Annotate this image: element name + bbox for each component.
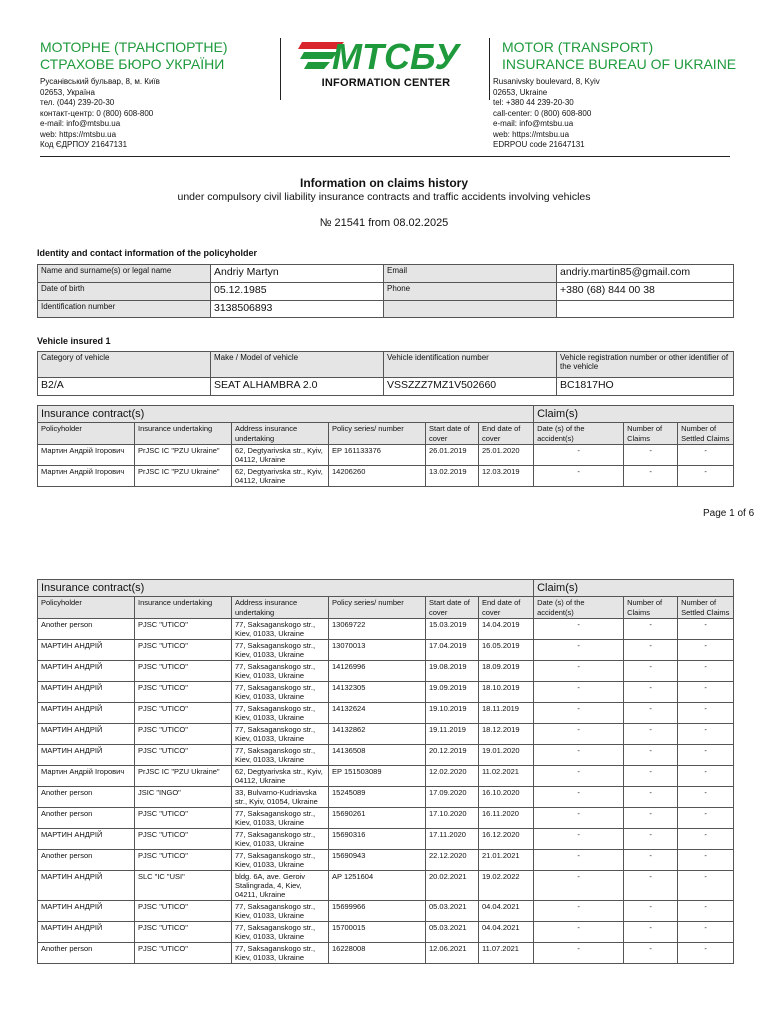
col-policy-number-cell: 15699966 [329,901,426,922]
table-row [38,901,734,922]
table-row [38,850,734,871]
col-accident-dates-cell: - [534,850,624,871]
vehicle-category-value: B2/A [38,378,211,396]
col-policyholder-cell: Another person [38,943,135,964]
col-start-date-cell: 15.03.2019 [426,619,479,640]
col-number-of-claims-cell: - [624,466,678,487]
col-insurance-undertaking-cell: PJSC "UTICO" [135,922,232,943]
col-accident-dates-cell: - [534,745,624,766]
vehicle-category-label: Category of vehicle [38,352,211,378]
col-policy-number-cell: 13069722 [329,619,426,640]
col-end-date-cell: 04.04.2021 [479,901,534,922]
col-insurer-address-cell: 77, Saksaganskogo str., Kiev, 01033, Ukraine [232,922,329,943]
mtsbu-logo-icon [298,36,474,74]
col-settled-claims-cell: - [678,922,734,943]
col-insurer-address-cell: 77, Saksaganskogo str., Kiev, 01033, Ukraine [232,619,329,640]
col-number-of-claims-cell: - [624,787,678,808]
col-policyholder-cell: МАРТИН АНДРІЙ [38,703,135,724]
col-insurer-address-cell: 77, Saksaganskogo str., Kiev, 01033, Ukraine [232,943,329,964]
table-row [38,703,734,724]
vehicle-vin-value: VSSZZZ7MZ1V502660 [384,378,557,396]
col-accident-dates-cell: - [534,703,624,724]
id-label: Identification number [38,301,211,318]
col-insurer-address-cell: 77, Saksaganskogo str., Kiev, 01033, Ukraine [232,724,329,745]
col-insurer-address-header: Address insurance undertaking [232,597,329,619]
contracts-column-headers [38,423,734,445]
logo-wordmark: МТСБУ [332,36,459,74]
contracts-column-headers [38,597,734,619]
table-row [38,808,734,829]
col-end-date-cell: 19.01.2020 [479,745,534,766]
name-value: Andriy Martyn [211,265,384,283]
col-insurance-undertaking-cell: PJSC "UTICO" [135,850,232,871]
col-settled-claims-cell: - [678,808,734,829]
col-number-of-claims-cell: - [624,682,678,703]
document-title: Information on claims history [299,176,469,190]
col-end-date-cell: 16.11.2020 [479,808,534,829]
col-start-date-cell: 22.12.2020 [426,850,479,871]
col-insurer-address-cell: 62, Degtyarivska str., Kyiv, 04112, Ukraine [232,766,329,787]
col-policyholder-cell: МАРТИН АНДРІЙ [38,829,135,850]
col-number-of-claims-cell: - [624,640,678,661]
org-name-ua: МОТОРНЕ (ТРАНСПОРТНЕ) СТРАХОВЕ БЮРО УКРАЇНИ [40,39,228,72]
col-settled-claims-cell: - [678,445,734,466]
empty-cell [557,301,734,318]
col-end-date-cell: 19.02.2022 [479,871,534,901]
col-accident-dates-cell: - [534,901,624,922]
col-policyholder-cell: Another person [38,787,135,808]
contracts-group-header: Insurance contract(s) [38,580,534,597]
col-start-date-cell: 20.12.2019 [426,745,479,766]
col-policy-number-header: Policy series/ number [329,423,426,445]
col-accident-dates-cell: - [534,445,624,466]
col-start-date-cell: 20.02.2021 [426,871,479,901]
col-number-of-claims-cell: - [624,922,678,943]
vehicle-section-title: Vehicle insured 1 [37,336,111,346]
col-insurance-undertaking-header: Insurance undertaking [135,423,232,445]
col-insurer-address-cell: 77, Saksaganskogo str., Kiev, 01033, Ukraine [232,850,329,871]
table-row [38,922,734,943]
table-row [38,745,734,766]
col-end-date-cell: 25.01.2020 [479,445,534,466]
logo-caption: INFORMATION CENTER [321,77,451,89]
table-row [38,724,734,745]
col-number-of-claims-cell: - [624,619,678,640]
col-start-date-cell: 05.03.2021 [426,922,479,943]
col-accident-dates-cell: - [534,808,624,829]
letterhead [0,0,768,160]
col-accident-dates-header: Date (s) of the accident(s) [534,597,624,619]
dob-label: Date of birth [38,283,211,301]
col-number-of-claims-cell: - [624,901,678,922]
col-policyholder-cell: МАРТИН АНДРІЙ [38,682,135,703]
col-number-of-claims-header: Number of Claims [624,423,678,445]
policyholder-table [37,264,734,318]
col-end-date-cell: 11.02.2021 [479,766,534,787]
org-name-en: MOTOR (TRANSPORT) INSURANCE BUREAU OF UKRAINE [502,39,737,72]
col-settled-claims-cell: - [678,850,734,871]
col-accident-dates-cell: - [534,619,624,640]
col-settled-claims-cell: - [678,619,734,640]
col-policyholder-cell: МАРТИН АНДРІЙ [38,871,135,901]
col-number-of-claims-cell: - [624,445,678,466]
col-accident-dates-cell: - [534,466,624,487]
col-insurer-address-cell: 77, Saksaganskogo str., Kiev, 01033, Ukraine [232,901,329,922]
name-label: Name and surname(s) or legal name [38,265,211,283]
col-policyholder-cell: МАРТИН АНДРІЙ [38,745,135,766]
col-insurance-undertaking-cell: PrJSC IC "PZU Ukraine" [135,766,232,787]
col-start-date-cell: 19.10.2019 [426,703,479,724]
table-row [38,943,734,964]
col-settled-claims-cell: - [678,766,734,787]
col-end-date-header: End date of cover [479,597,534,619]
col-end-date-cell: 18.11.2019 [479,703,534,724]
col-policyholder-header: Policyholder [38,423,135,445]
col-accident-dates-cell: - [534,829,624,850]
col-accident-dates-cell: - [534,724,624,745]
col-end-date-cell: 16.10.2020 [479,787,534,808]
col-policyholder-cell: МАРТИН АНДРІЙ [38,661,135,682]
table-row [38,466,734,487]
col-end-date-cell: 12.03.2019 [479,466,534,487]
col-accident-dates-cell: - [534,943,624,964]
col-policyholder-cell: МАРТИН АНДРІЙ [38,922,135,943]
col-policyholder-cell: Мартин Андрій Ігорович [38,445,135,466]
col-insurer-address-cell: 77, Saksaganskogo str., Kiev, 01033, Ukraine [232,703,329,724]
col-insurance-undertaking-cell: PrJSC IC "PZU Ukraine" [135,445,232,466]
col-number-of-claims-cell: - [624,661,678,682]
email-value: andriy.martin85@gmail.com [557,265,734,283]
col-start-date-cell: 12.06.2021 [426,943,479,964]
policyholder-section-title: Identity and contact information of the policyholder [37,248,258,258]
col-policy-number-header: Policy series/ number [329,597,426,619]
contracts-table-page1 [37,405,734,487]
col-start-date-cell: 05.03.2021 [426,901,479,922]
col-policy-number-cell: 16228008 [329,943,426,964]
col-number-of-claims-cell: - [624,808,678,829]
vehicle-vin-label: Vehicle identification number [384,352,557,378]
address-ua: Русанівський бульвар, 8, м. Київ 02653, Україна тел. (044) 239-20-30 контакт-центр: 0 (800) 608-800 e-mail: info@mtsbu.ua web: https://mtsbu.ua Код ЄДРПОУ 21647131 [40,77,160,149]
table-row [38,445,734,466]
col-start-date-cell: 17.04.2019 [426,640,479,661]
col-accident-dates-cell: - [534,922,624,943]
col-number-of-claims-cell: - [624,703,678,724]
col-start-date-cell: 19.08.2019 [426,661,479,682]
contracts-group-header: Insurance contract(s) [38,406,534,423]
col-start-date-cell: 26.01.2019 [426,445,479,466]
col-settled-claims-cell: - [678,943,734,964]
col-end-date-header: End date of cover [479,423,534,445]
col-policy-number-cell: 14136508 [329,745,426,766]
col-start-date-cell: 17.10.2020 [426,808,479,829]
table-row [38,661,734,682]
header-divider-left [280,38,281,100]
col-accident-dates-cell: - [534,640,624,661]
col-end-date-cell: 21.01.2021 [479,850,534,871]
col-insurance-undertaking-cell: SLC "IC "USI" [135,871,232,901]
vehicle-reg-label: Vehicle registration number or other identifier of the vehicle [557,352,734,378]
table-row [38,619,734,640]
col-settled-claims-cell: - [678,745,734,766]
vehicle-table [37,351,734,396]
col-start-date-cell: 19.09.2019 [426,682,479,703]
col-start-date-header: Start date of cover [426,597,479,619]
col-policy-number-cell: AP 1251604 [329,871,426,901]
col-settled-claims-cell: - [678,724,734,745]
col-start-date-cell: 12.02.2020 [426,766,479,787]
col-insurer-address-cell: 62, Degtyarivska str., Kyiv, 04112, Ukraine [232,445,329,466]
phone-label: Phone [384,283,557,301]
col-insurer-address-header: Address insurance undertaking [232,423,329,445]
col-insurance-undertaking-cell: PJSC "UTICO" [135,901,232,922]
col-policyholder-cell: Another person [38,619,135,640]
col-policy-number-cell: 15245089 [329,787,426,808]
col-end-date-cell: 18.10.2019 [479,682,534,703]
col-policy-number-cell: 13070013 [329,640,426,661]
col-start-date-cell: 19.11.2019 [426,724,479,745]
col-start-date-cell: 17.09.2020 [426,787,479,808]
col-insurer-address-cell: 77, Saksaganskogo str., Kiev, 01033, Ukraine [232,829,329,850]
col-policyholder-cell: МАРТИН АНДРІЙ [38,901,135,922]
col-insurance-undertaking-cell: PJSC "UTICO" [135,829,232,850]
col-accident-dates-cell: - [534,766,624,787]
col-policyholder-header: Policyholder [38,597,135,619]
col-policy-number-cell: 14126996 [329,661,426,682]
col-insurance-undertaking-cell: PJSC "UTICO" [135,619,232,640]
col-settled-claims-cell: - [678,640,734,661]
col-accident-dates-cell: - [534,871,624,901]
col-insurance-undertaking-header: Insurance undertaking [135,597,232,619]
col-settled-claims-cell: - [678,829,734,850]
table-row [38,640,734,661]
col-number-of-claims-cell: - [624,766,678,787]
table-row [38,829,734,850]
address-en: Rusanivsky boulevard, 8, Kyiv 02653, Ukraine tel: +380 44 239-20-30 call-center: 0 (800) 608-800 e-mail: info@mtsbu.ua web: https://mtsbu.ua EDRPOU code 21647131 [493,77,600,149]
col-settled-claims-cell: - [678,703,734,724]
col-insurer-address-cell: 62, Degtyarivska str., Kyiv, 04112, Ukraine [232,466,329,487]
col-policyholder-cell: Мартин Андрій Ігорович [38,466,135,487]
col-number-of-claims-cell: - [624,829,678,850]
col-insurance-undertaking-cell: PrJSC IC "PZU Ukraine" [135,466,232,487]
col-number-of-claims-cell: - [624,850,678,871]
col-policyholder-cell: Another person [38,808,135,829]
col-number-of-claims-header: Number of Claims [624,597,678,619]
col-settled-claims-cell: - [678,661,734,682]
header-divider-right [489,38,490,100]
col-end-date-cell: 18.09.2019 [479,661,534,682]
id-value: 3138506893 [211,301,384,318]
vehicle-reg-value: BC1817HO [557,378,734,396]
col-end-date-cell: 11.07.2021 [479,943,534,964]
col-policyholder-cell: МАРТИН АНДРІЙ [38,640,135,661]
col-accident-dates-cell: - [534,661,624,682]
col-end-date-cell: 16.12.2020 [479,829,534,850]
col-policy-number-cell: EP 151503089 [329,766,426,787]
col-policyholder-cell: Another person [38,850,135,871]
col-number-of-claims-cell: - [624,724,678,745]
col-policy-number-cell: 14132862 [329,724,426,745]
col-insurer-address-cell: 77, Saksaganskogo str., Kiev, 01033, Ukraine [232,745,329,766]
col-insurance-undertaking-cell: PJSC "UTICO" [135,745,232,766]
col-insurance-undertaking-cell: PJSC "UTICO" [135,703,232,724]
col-accident-dates-cell: - [534,787,624,808]
col-insurer-address-cell: 77, Saksaganskogo str., Kiev, 01033, Ukraine [232,640,329,661]
col-settled-claims-header: Number of Settled Claims [678,423,734,445]
col-end-date-cell: 14.04.2019 [479,619,534,640]
col-start-date-cell: 13.02.2019 [426,466,479,487]
col-insurance-undertaking-cell: PJSC "UTICO" [135,661,232,682]
col-policy-number-cell: 15690943 [329,850,426,871]
col-insurer-address-cell: 77, Saksaganskogo str., Kiev, 01033, Ukraine [232,808,329,829]
col-insurance-undertaking-cell: PJSC "UTICO" [135,724,232,745]
header-rule [40,156,730,157]
col-settled-claims-cell: - [678,901,734,922]
col-insurance-undertaking-cell: PJSC "UTICO" [135,682,232,703]
col-insurer-address-cell: 77, Saksaganskogo str., Kiev, 01033, Ukraine [232,682,329,703]
col-policy-number-cell: 14132305 [329,682,426,703]
col-settled-claims-cell: - [678,466,734,487]
col-policy-number-cell: 14132624 [329,703,426,724]
document-subtitle: under compulsory civil liability insurance contracts and traffic accidents involving vehicles [177,191,591,203]
table-row [38,871,734,901]
col-end-date-cell: 18.12.2019 [479,724,534,745]
col-settled-claims-cell: - [678,682,734,703]
table-row [38,766,734,787]
empty-cell [384,301,557,318]
col-settled-claims-cell: - [678,787,734,808]
col-insurer-address-cell: 33, Bulvarno-Kudriavska str., Kyiv, 01054, Ukraine [232,787,329,808]
col-accident-dates-cell: - [534,682,624,703]
col-insurance-undertaking-cell: PJSC "UTICO" [135,943,232,964]
col-number-of-claims-cell: - [624,745,678,766]
phone-value: +380 (68) 844 00 38 [557,283,734,301]
col-settled-claims-cell: - [678,871,734,901]
dob-value: 05.12.1985 [211,283,384,301]
mtsbu-logo [296,36,476,96]
col-insurance-undertaking-cell: PJSC "UTICO" [135,640,232,661]
col-policy-number-cell: 15690261 [329,808,426,829]
contracts-table-page2 [37,579,734,964]
col-insurance-undertaking-cell: PJSC "UTICO" [135,808,232,829]
email-label: Email [384,265,557,283]
col-number-of-claims-cell: - [624,871,678,901]
document-number: № 21541 from 08.02.2025 [319,217,449,229]
col-policyholder-cell: Мартин Андрій Ігорович [38,766,135,787]
page-number: Page 1 of 6 [703,508,755,519]
table-row [38,682,734,703]
col-policy-number-cell: 15690316 [329,829,426,850]
col-policy-number-cell: 14206260 [329,466,426,487]
vehicle-make-value: SEAT ALHAMBRA 2.0 [211,378,384,396]
col-start-date-cell: 17.11.2020 [426,829,479,850]
col-insurer-address-cell: bldg. 6A, ave. Geroiv Stalingrada, 4, Kiev, 04211, Ukraine [232,871,329,901]
col-start-date-header: Start date of cover [426,423,479,445]
col-end-date-cell: 04.04.2021 [479,922,534,943]
col-settled-claims-header: Number of Settled Claims [678,597,734,619]
col-policyholder-cell: МАРТИН АНДРІЙ [38,724,135,745]
col-number-of-claims-cell: - [624,943,678,964]
col-accident-dates-header: Date (s) of the accident(s) [534,423,624,445]
claims-group-header: Claim(s) [534,406,734,423]
col-end-date-cell: 16.05.2019 [479,640,534,661]
col-insurer-address-cell: 77, Saksaganskogo str., Kiev, 01033, Ukraine [232,661,329,682]
vehicle-make-label: Make / Model of vehicle [211,352,384,378]
claims-group-header: Claim(s) [534,580,734,597]
col-insurance-undertaking-cell: JSIC "INGO" [135,787,232,808]
col-policy-number-cell: EP 161133376 [329,445,426,466]
col-policy-number-cell: 15700015 [329,922,426,943]
table-row [38,787,734,808]
